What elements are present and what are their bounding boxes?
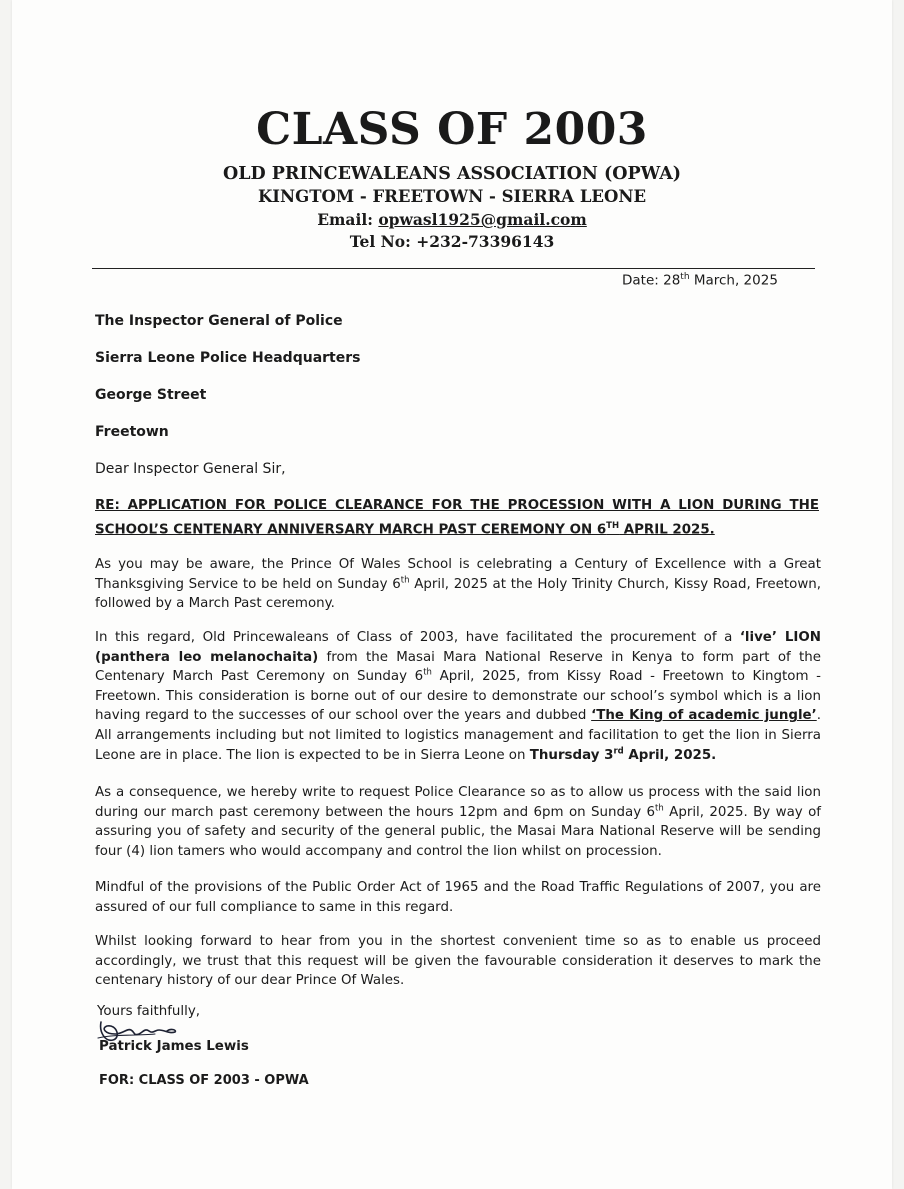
- p2-text-b: from the Masai Mara National Reserve in Kenya to form part of the Centenary March Past Ceremony on Sunday 6: [95, 649, 821, 685]
- email-address: opwasl1925@gmail.com: [378, 210, 587, 229]
- paragraph-3: [95, 783, 821, 861]
- for-organization: FOR: CLASS OF 2003 - OPWA: [99, 1073, 309, 1088]
- p2-text-a: In this regard, Old Princewaleans of Class of 2003, have facilitated the procurement of a: [95, 630, 740, 645]
- p2-arrival-date: April, 2025.: [623, 747, 717, 763]
- p2-arrival-day: Thursday 3: [529, 747, 614, 763]
- signer-name: Patrick James Lewis: [99, 1039, 249, 1054]
- letterhead-email-line: [0, 210, 904, 229]
- p3-text: As a consequence, we hereby write to request Police Clearance so as to allow us process with the said lion during our march past ceremony between the hours 12pm and 6pm on Sunday 6: [95, 785, 821, 820]
- date-suffix: March, 2025: [689, 272, 778, 289]
- letterhead-telephone: Tel No: +232-73396143: [349, 232, 555, 251]
- date-prefix: Date: 28: [622, 272, 681, 289]
- subject-text: RE: APPLICATION FOR POLICE CLEARANCE FOR THE PROCESSION WITH A LION DURING THE SCHOOL’S CENTENARY ANNIVERSARY MARCH PAST CEREMONY ON 6: [95, 498, 819, 538]
- recipient-line-1: The Inspector General of Police: [95, 313, 343, 329]
- letterhead-organization: OLD PRINCEWALEANS ASSOCIATION (OPWA): [222, 164, 682, 184]
- p2-lion-species: ‘live’ LION (panthera leo melanochaita): [95, 630, 821, 665]
- p2-ordinal-1: th: [423, 667, 432, 678]
- p2-king-of-jungle: ‘The King of academic jungle’: [591, 708, 817, 724]
- recipient-line-2: Sierra Leone Police Headquarters: [95, 350, 361, 366]
- recipient-line-3: George Street: [95, 387, 207, 403]
- subject-text-end: APRIL 2025.: [619, 522, 715, 538]
- closing: Yours faithfully,: [97, 1004, 201, 1019]
- letterhead-location: KINGTOM - FREETOWN - SIERRA LEONE: [257, 187, 647, 206]
- paragraph-5: Whilst looking forward to hear from you in the shortest convenient time so as to enable us proceed accordingly, we trust that this request will be given the favourable consideration it deserves to mark the centenary history of our dear Prince Of Wales.: [95, 934, 821, 989]
- paragraph-2: [95, 628, 821, 765]
- p2-ordinal-2: rd: [613, 746, 624, 757]
- letterhead-divider: [92, 268, 815, 269]
- date-ordinal: th: [680, 272, 690, 282]
- letterhead-title: CLASS OF 2003: [256, 104, 648, 155]
- p2-text-c: April, 2025, from Kissy Road - Freetown to Kingtom - Freetown. This consideration is borne out of our desire to demonstrate our school’s symbol which is a lion having regard to the successes of our school over the years and dubbed: [95, 669, 821, 724]
- letter-date: [622, 272, 778, 289]
- p1-text-end: April, 2025 at the Holy Trinity Church, Kissy Road, Freetown, followed by a March Past ceremony.: [95, 576, 822, 612]
- subject-ordinal: TH: [606, 521, 620, 531]
- paragraph-1: [95, 555, 821, 614]
- p3-ordinal: th: [655, 803, 664, 814]
- subject-line: [95, 496, 819, 540]
- p2-text-d: . All arrangements including but not limited to logistics management and facilitation to get the lion in Sierra Leone are in place. The lion is expected to be in Sierra Leone on: [95, 708, 821, 763]
- p3-text-end: April, 2025. By way of assuring you of safety and security of the general public, the Masai Mara National Reserve will be sending four (4) lion tamers who would accompany and control the lion whilst on procession.: [95, 804, 821, 859]
- email-label: Email:: [317, 210, 379, 229]
- p1-ordinal: th: [400, 575, 410, 586]
- recipient-line-4: Freetown: [95, 424, 169, 440]
- salutation: Dear Inspector General Sir,: [95, 461, 286, 477]
- p1-text: As you may be aware, the Prince Of Wales School is celebrating a Century of Excellence with a Great Thanksgiving Service to be held on Sunday 6: [95, 557, 821, 592]
- paragraph-4: Mindful of the provisions of the Public Order Act of 1965 and the Road Traffic Regulations of 2007, you are assured of our full compliance to same in this regard.: [95, 880, 821, 915]
